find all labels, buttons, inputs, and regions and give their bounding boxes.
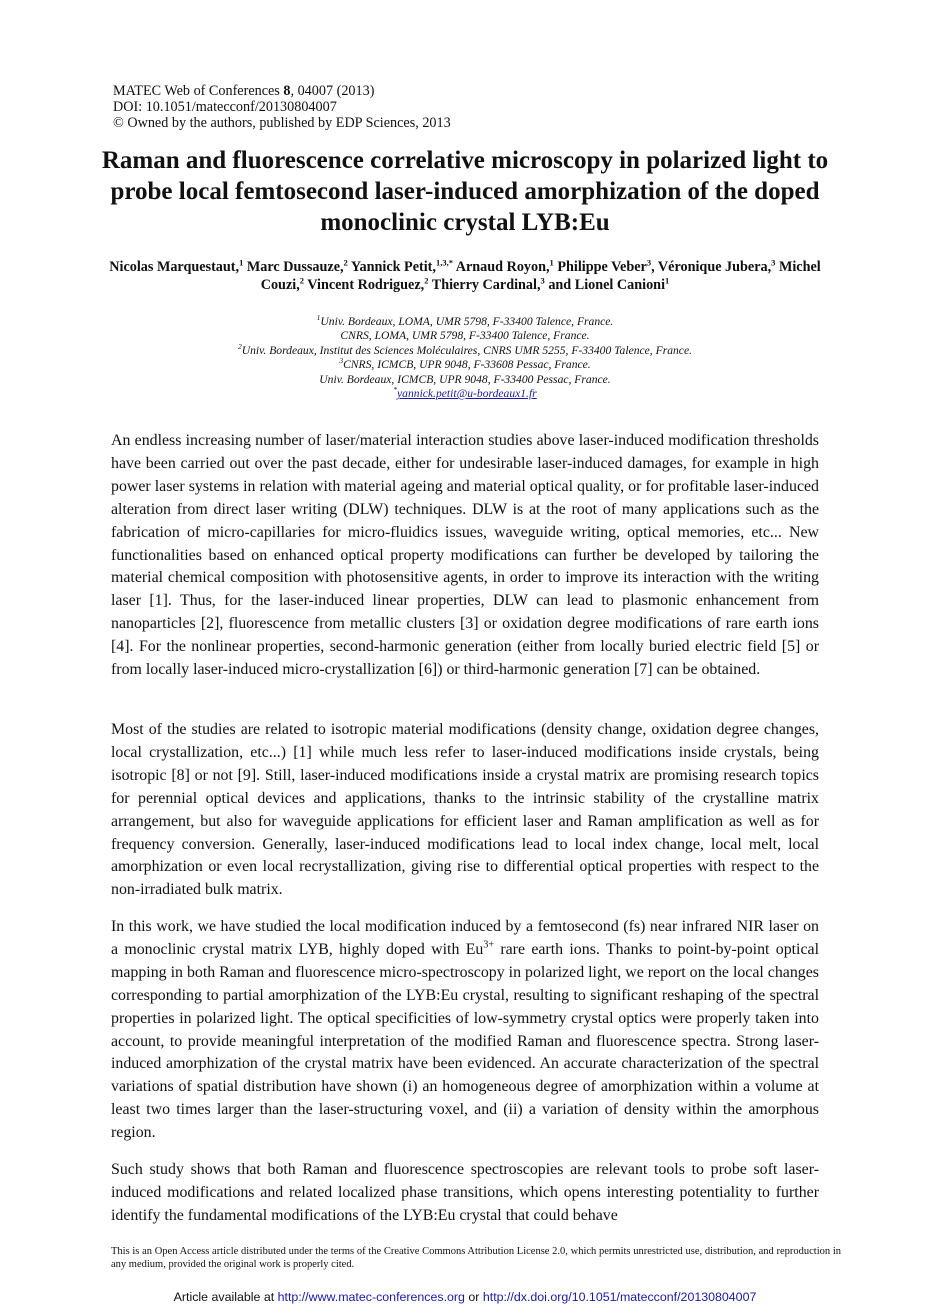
journal-header	[113, 83, 451, 131]
author: Vincent Rodriguez,	[307, 277, 425, 293]
author: Philippe Veber	[557, 259, 647, 275]
affiliation: $^2$Univ. Bordeaux, Institut des Sciences Moléculaires, CNRS UMR 5255, F-33400 Talence, France.	[238, 341, 692, 357]
author: Michel Couzi,	[260, 259, 821, 293]
body-paragraph-4: Such study shows that both Raman and fluorescence spectroscopies are relevant tools to probe soft laser-induced modifications and related localized phase transitions, which opens interesting potentiality to further identify the fundamental modifications of the LYB:Eu crystal that could behave	[111, 1161, 819, 1224]
doi-link[interactable]: http://dx.doi.org/10.1051/matecconf/20130804007	[482, 1290, 757, 1304]
author: Nicolas Marquestaut,	[109, 259, 240, 275]
email-link[interactable]: yannick.petit@u-bordeaux1.fr	[397, 387, 537, 401]
journal-citation: MATEC Web of Conferences 8, 04007 (2013)	[113, 83, 375, 99]
corresponding-email[interactable]: *yannick.petit@u-bordeaux1.fr	[393, 385, 537, 401]
body-paragraph-2: Most of the studies are related to isotropic material modifications (density change, oxidation degree changes, local crystallization, etc...) [1] while much less refer to laser-induced modifications inside crystals, being isotropic [8] or not [9]. Still, laser-induced modifications inside a crystal matrix are promising research topics for perennial optical devices and applications, thanks to the intrinsic stability of the crystalline matrix arrangement, but also for waveguide applications for efficient laser and Raman amplification as well as for frequency conversion. Generally, laser-induced modifications lead to local index change, local melt, local amorphization or even local recrystallization, giving rise to differential optical properties with respect to the non-irradiated bulk matrix.	[111, 721, 819, 899]
affiliation: $^1$Univ. Bordeaux, LOMA, UMR 5798, F-33400 Talence, France.	[316, 313, 614, 328]
author: Marc Dussauze,	[246, 259, 344, 275]
journal-copyright: © Owned by the authors, published by EDP Sciences, 2013	[113, 115, 451, 131]
affiliation: CNRS, LOMA, UMR 5798, F-33400 Talence, France.	[340, 329, 590, 343]
affiliation: $^3$CNRS, ICMCB, UPR 9048, F-33608 Pessac, France.	[339, 356, 591, 372]
author: , Véronique Jubera,	[651, 259, 772, 275]
journal-volume: 8	[283, 83, 291, 99]
affiliations	[150, 315, 780, 401]
affiliation: Univ. Bordeaux, ICMCB, UPR 9048, F-33400 Pessac, France.	[319, 372, 611, 386]
author: and Lionel Canioni	[548, 277, 666, 293]
matec-link[interactable]: http://www.matec-conferences.org	[277, 1290, 465, 1304]
body-paragraph-1: An endless increasing number of laser/material interaction studies above laser-induced modification thresholds have been carried out over the past decade, either for undesirable laser-induced damages, for example in high power laser systems in relation with material ageing and material optical quality, or for profitable laser-induced alteration from direct laser writing (DLW) techniques. DLW is at the root of many applications such as the fabrication of micro-capillaries for micro-fluidics issues, waveguide writing, optical memories, etc... New functionalities based on enhanced optical property modifications can further be developed by tailoring the material chemical composition with photosensitive agents, in order to improve its interaction with the writing laser [1]. Thus, for the laser-induced linear properties, DLW can lead to plasmonic enhancement from nanoparticles [2], fluorescence from metallic clusters [3] or oxidation degree modifications of rare earth ions [4]. For the nonlinear properties, second-harmonic generation (either from locally buried electric field [5] or from locally laser-induced micro-crystallization [6]) or third-harmonic generation [7] can be obtained.	[111, 432, 819, 679]
author-list: Nicolas Marquestaut,$^1$ Marc Dussauze,$^2$ Yannick Petit,$^{1,3,*}$ Arnaud Royon,$^1$ Philippe Veber$^3$, Véronique Jubera,$^3$ Michel Couzi,$^2$ Vincent Rodriguez,$^2$ Thierry Cardinal,$^3$ and Lionel Canioni$^1$	[109, 257, 821, 293]
journal-doi: DOI: 10.1051/matecconf/20130804007	[113, 99, 337, 115]
license-note: This is an Open Access article distributed under the terms of the Creative Commons Attribution License 2.0, which permits unrestricted use, distribution, and reproduction in any medium, provided the original work is properly cited.	[111, 1246, 841, 1270]
author: Yannick Petit,	[350, 259, 436, 275]
paper-title: Raman and fluorescence correlative microscopy in polarized light to probe local femtosecond laser-induced amorphization of the doped monoclinic crystal LYB:Eu	[101, 147, 829, 236]
body-paragraph-3: In this work, we have studied the local modification induced by a femtosecond (fs) near infrared NIR laser on a monoclinic crystal matrix LYB, highly doped with $Eu^{3+}$ rare earth ions. Thanks to point-by-point optical mapping in both Raman and fluorescence micro-spectroscopy in polarized light, we report on the local changes corresponding to partial amorphization of the LYB:Eu crystal, resulting to significant reshaping of the spectral properties in polarized light. The optical specificities of low-symmetry crystal optics were properly taken into account, to provide meaningful interpretation of the modified Raman and fluorescence spectra. Strong laser-induced amorphization of the crystal matrix have been evidenced. An accurate characterization of the spectral variations of spatial distribution have shown (i) an homogeneous degree of amorphization within a volume at least two times larger than the laser-structuring voxel, and (ii) a variation of density within the amorphous region.	[111, 918, 819, 1142]
author: Arnaud Royon,	[455, 259, 550, 275]
article-availability: Article available at http://www.matec-conferences.org or http://dx.doi.org/10.1051/matecconf/20130804007	[173, 1290, 757, 1304]
author: Thierry Cardinal,	[431, 277, 541, 293]
